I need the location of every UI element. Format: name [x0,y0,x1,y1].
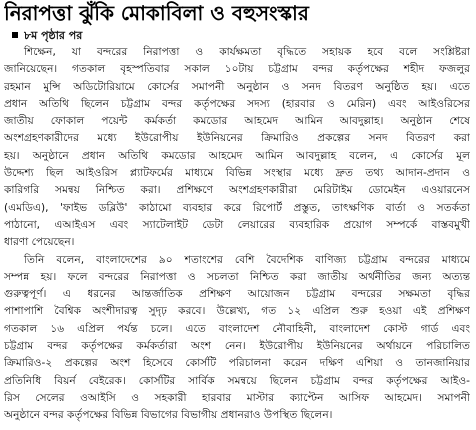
body-line: চট্টগ্রাম বন্দর কর্তৃপক্ষের কর্মকর্তারা অংশ নেন। ইউরোপীয় ইউনিয়নের অর্থায়নে পরিচালিত [4,340,470,353]
body-line: তিনি বলেন, বাংলাদেশের ৯০ শতাংশের বেশি বৈদেশিক বাণিজ্য চট্টগ্রাম বন্দরের মাধ্যমে [24,253,470,266]
body-line: অনুষ্ঠানে বন্দর কর্তৃপক্ষের বিভিন্ন বিভাগের বিভাগীয় প্রধানরাও উপস্থিত ছিলেন। [4,409,333,422]
square-bullet-icon [12,32,18,38]
body-line: পাশাপাশি বৈশ্বিক অংশীদারত্ব সুদৃঢ় করবে। উল্লেখ্য, গত ১২ এপ্রিল শুরু হওয়া এই প্রশিক্ষণ [4,305,470,318]
body-line: ধারণা পেয়েছেন। [4,236,75,249]
body-line: সম্পন্ন হয়। ফলে বন্দরের নিরাপত্তা ও সচলতা নিশ্চিত করা জাতীয় অর্থনীতির জন্য অত্যন্ত [4,270,470,283]
body-line: রিস সেলের ওআইসি ও সহকারী হারবার মাস্টার ক্যাপ্টেন আসিফ আহমেদ। সমাপনী [4,391,470,404]
body-line: ক্রিমারিও-২ প্রকল্পের অংশ হিসেবে কোর্সটি পরিচালনা করেন দক্ষিণ এশিয়া ও তানজানিয়ার [4,357,470,370]
article-paragraph-1 [4,44,470,252]
continued-from-note [12,27,470,44]
continued-from-text: ৮ম পৃষ্ঠার পর [24,29,83,42]
article-paragraph-2 [4,252,470,425]
body-line: শিক্ষেন, যা বন্দরের নিরাপত্তা ও কার্যক্ষমতা বৃদ্ধিতে সহায়ক হবে বলে সংশ্লিষ্টরা [24,46,470,58]
body-line: উদ্দেশ্য ছিল আইওরিস প্ল্যাটফর্মের মাধ্যমে বিভিন্ন সংস্থার মধ্যে দ্রুত তথ্য আদান-প্রদান ও [4,167,470,180]
body-line: গুরুত্বপূর্ণ। এ ধরনের আন্তর্জাতিক প্রশিক্ষণ আয়োজন চট্টগ্রাম বন্দরের সক্ষমতা বৃদ্ধির [4,288,470,301]
body-line: প্রধান অতিথি ছিলেন চট্টগ্রাম বন্দর কর্তৃপক্ষের সদস্য (হারবার ও মেরিন) এবং আইওরিসের [4,97,470,110]
body-line: প্রতিনিধি বিয়র্ন বেইরেক। কোর্সটির সার্বিক সমন্বয়ে ছিলেন চট্টগ্রাম বন্দর কর্তৃপক্ষের আইও- [4,374,470,387]
body-line: জাতীয় ফোকাল পয়েন্ট কর্মকর্তা কমডোর আহমেদ আমিন আবদুল্লাহ। অনুষ্ঠান শেষে [4,115,470,128]
article-headline: নিরাপত্তা ঝুঁকি মোকাবিলা ও বহুসংস্কার [4,1,309,25]
body-line: পাঠানো, এআইএস এবং স্যাটেলাইট ডেটা লেয়ারের ব্যবহারিক প্রয়োগ সম্পর্কে বাস্তবমুখী [4,218,470,231]
body-line: হয়। অনুষ্ঠানে প্রধান অতিথি কমডোর আহমেদ আমিন আবদুল্লাহ বলেন, এ কোর্সের মূল [4,149,470,162]
body-line: গতকাল ১৬ এপ্রিল পর্যন্ত চলে। এতে বাংলাদেশ নৌবাহিনী, বাংলাদেশ কোস্ট গার্ড এবং [4,322,470,335]
body-line: (এমডিএ), 'ফাইভ ডব্লিউ' কাঠামো ব্যবহার করে রিপোর্ট প্রস্তুত, তাৎক্ষণিক বার্তা ও সতর্কতা [4,201,470,214]
body-line: রহমান মুন্সি অডিটোরিয়ামে কোর্সের সমাপনী অনুষ্ঠান ও সনদ বিতরণ অনুষ্ঠিত হয়। এতে [4,80,470,93]
body-line: জানিয়েছেন। গতকাল বৃহস্পতিবার সকাল ১০টায় চট্টগ্রাম বন্দর কর্তৃপক্ষের শহীদ ফজলুর [4,63,470,76]
body-line: অংশগ্রহণকারীদের মধ্যে ইউরোপীয় ইউনিয়নের ক্রিমারিও প্রকল্পের সনদ বিতরণ করা [4,132,470,145]
body-line: কারিগরি সমন্বয় নিশ্চিত করা। প্রশিক্ষণে অংশগ্রহণকারীরা মেরিটাইম ডোমেইন এওয়ারনেস [4,184,470,197]
